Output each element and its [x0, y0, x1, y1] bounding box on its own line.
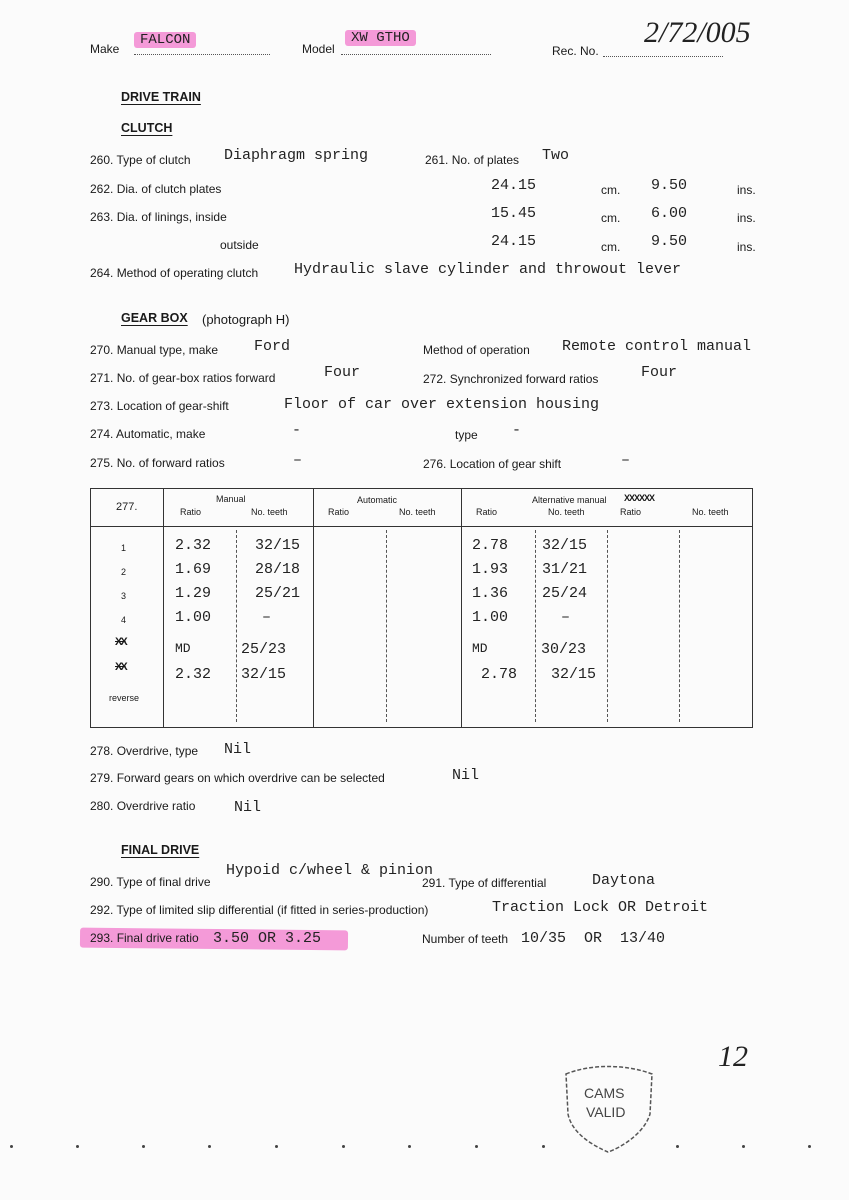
- automatic-teeth-header: No. teeth: [399, 507, 436, 517]
- f271-label: 271. No. of gear-box ratios forward: [90, 371, 276, 385]
- f270-method-label: Method of operation: [423, 343, 530, 357]
- scan-speck: [76, 1145, 79, 1148]
- f260-value: Diaphragm spring: [224, 147, 369, 164]
- f279-label: 279. Forward gears on which overdrive can be selected: [90, 771, 385, 785]
- stamp-line-2: VALID: [586, 1104, 626, 1120]
- row-5-alt-teeth: 30/23: [541, 641, 587, 658]
- row-6-manual-ratio: 2.32: [175, 666, 212, 683]
- f270-method-value: Remote control manual: [562, 338, 752, 355]
- f273-value: Floor of car over extension housing: [284, 396, 600, 413]
- row-3-label: 3: [121, 591, 127, 601]
- f274-label: 274. Automatic, make: [90, 427, 206, 441]
- gear-box-heading: GEAR BOX: [121, 311, 188, 325]
- automatic-ratio-header: Ratio: [328, 507, 350, 517]
- scan-speck: [542, 1145, 545, 1148]
- row-6-alt-ratio: 2.78: [481, 666, 518, 683]
- row-6-struck-label: XX: [115, 661, 126, 673]
- row-1-alt-ratio: 2.78: [472, 537, 509, 554]
- scan-speck: [676, 1145, 679, 1148]
- f263-outside-cm-unit: cm.: [601, 240, 621, 254]
- alt-ratio-header: Ratio: [476, 507, 498, 517]
- rec-label: Rec. No.: [552, 44, 599, 58]
- row-4-alt-ratio: 1.00: [472, 609, 509, 626]
- teeth-label: Number of teeth: [422, 932, 509, 946]
- alt-auto-divider: [607, 530, 608, 722]
- f292-label: 292. Type of limited slip differential (if fitted in series-production): [90, 903, 429, 917]
- f274-value: -: [292, 422, 302, 439]
- f260-label: 260. Type of clutch: [90, 153, 191, 167]
- f291-value: Daytona: [592, 872, 656, 889]
- row-4-label: 4: [121, 615, 127, 625]
- gear-ratio-table-header-rule: [90, 526, 753, 527]
- manual-teeth-header: No. teeth: [251, 507, 288, 517]
- alt-auto-ratio-header: Ratio: [620, 507, 642, 517]
- f263-outside-cm-value: 24.15: [491, 233, 537, 250]
- make-dotted-line: [134, 38, 270, 55]
- manual-header: Manual: [216, 494, 246, 504]
- f273-label: 273. Location of gear-shift: [90, 399, 229, 413]
- f276-value: –: [621, 452, 631, 469]
- scan-speck: [208, 1145, 211, 1148]
- row-5-alt-ratio: MD: [472, 641, 488, 656]
- scan-speck: [475, 1145, 478, 1148]
- scan-speck: [408, 1145, 411, 1148]
- f261-value: Two: [542, 147, 570, 164]
- f290-label: 290. Type of final drive: [90, 875, 211, 889]
- scan-speck: [342, 1145, 345, 1148]
- scan-speck: [742, 1145, 745, 1148]
- f263-inside-cm-unit: cm.: [601, 211, 621, 225]
- final-drive-heading: FINAL DRIVE: [121, 843, 200, 857]
- make-label: Make: [90, 42, 120, 56]
- row-3-alt-ratio: 1.36: [472, 585, 509, 602]
- f262-cm-value: 24.15: [491, 177, 537, 194]
- f261-label: 261. No. of plates: [425, 153, 520, 167]
- f280-label: 280. Overdrive ratio: [90, 799, 196, 813]
- f293-value: 3.50 OR 3.25: [213, 930, 322, 947]
- f263-outside-label: outside: [220, 238, 259, 252]
- f279-value: Nil: [452, 767, 480, 784]
- model-dotted-line: [341, 38, 491, 55]
- table-col-divider-3: [461, 488, 462, 728]
- f292-value: Traction Lock OR Detroit: [492, 899, 709, 916]
- row-1-manual-teeth: 32/15: [255, 537, 301, 554]
- page-number: 12: [718, 1040, 748, 1073]
- model-value: XW GTHO: [345, 30, 416, 46]
- make-value: FALCON: [134, 32, 196, 48]
- f290-value: Hypoid c/wheel & pinion: [226, 862, 434, 879]
- table-col-divider-1: [163, 488, 164, 728]
- scan-speck: [808, 1145, 811, 1148]
- alt-teeth-header: No. teeth: [548, 507, 585, 517]
- f263-outside-in-unit: ins.: [737, 240, 756, 254]
- f262-in-value: 9.50: [651, 177, 688, 194]
- f262-in-unit: ins.: [737, 183, 756, 197]
- f274-type-label: type: [455, 428, 478, 442]
- f263-outside-in-value: 9.50: [651, 233, 688, 250]
- scan-speck: [142, 1145, 145, 1148]
- f263-inside-in-value: 6.00: [651, 205, 688, 222]
- row-3-alt-teeth: 25/24: [542, 585, 588, 602]
- row-2-alt-teeth: 31/21: [542, 561, 588, 578]
- row-2-manual-teeth: 28/18: [255, 561, 301, 578]
- clutch-heading: CLUTCH: [121, 121, 173, 135]
- manual-inner-divider: [236, 530, 237, 722]
- f263-inside-in-unit: ins.: [737, 211, 756, 225]
- model-label: Model: [302, 42, 335, 56]
- f275-label: 275. No. of forward ratios: [90, 456, 225, 470]
- f263-inside-cm-value: 15.45: [491, 205, 537, 222]
- f275-value: –: [293, 452, 303, 469]
- row-2-label: 2: [121, 567, 127, 577]
- gear-box-note: (photograph H): [202, 312, 290, 327]
- row-6-manual-teeth: 32/15: [241, 666, 287, 683]
- rec-value: 2/72/005: [644, 16, 751, 49]
- f291-label: 291. Type of differential: [422, 876, 547, 890]
- row-1-manual-ratio: 2.32: [175, 537, 212, 554]
- stamp-line-1: CAMS: [584, 1085, 625, 1101]
- teeth-value: 10/35 OR 13/40: [521, 930, 666, 947]
- f264-label: 264. Method of operating clutch: [90, 266, 259, 280]
- gear-ratio-table: [90, 488, 753, 728]
- scan-speck: [275, 1145, 278, 1148]
- table-col-divider-2: [313, 488, 314, 728]
- f263-label: 263. Dia. of linings, inside: [90, 210, 227, 224]
- table-number: 277.: [116, 501, 138, 513]
- row-3-manual-ratio: 1.29: [175, 585, 212, 602]
- f278-value: Nil: [224, 741, 252, 758]
- f272-label: 272. Synchronized forward ratios: [423, 372, 599, 386]
- row-6-alt-teeth: 32/15: [551, 666, 597, 683]
- f278-label: 278. Overdrive, type: [90, 744, 199, 758]
- row-2-manual-ratio: 1.69: [175, 561, 212, 578]
- drive-train-heading: DRIVE TRAIN: [121, 90, 201, 104]
- row-5-manual-ratio: MD: [175, 641, 191, 656]
- row-1-alt-teeth: 32/15: [542, 537, 588, 554]
- row-5-manual-teeth: 25/23: [241, 641, 287, 658]
- f276-label: 276. Location of gear shift: [423, 457, 562, 471]
- scan-speck: [10, 1145, 13, 1148]
- f274-type-value: -: [512, 422, 522, 439]
- f270-value: Ford: [254, 338, 291, 355]
- f262-cm-unit: cm.: [601, 183, 621, 197]
- row-3-manual-teeth: 25/21: [255, 585, 301, 602]
- row-4-alt-teeth: –: [561, 609, 571, 626]
- alternative-manual-header: Alternative manual: [532, 495, 607, 505]
- alt-inner-divider: [535, 530, 536, 722]
- alt-auto-inner-divider: [679, 530, 680, 722]
- row-1-label: 1: [121, 543, 127, 553]
- f270-label: 270. Manual type, make: [90, 343, 219, 357]
- reverse-label: reverse: [109, 693, 140, 703]
- alternative-struck-text: XXXXXX: [624, 493, 655, 503]
- row-2-alt-ratio: 1.93: [472, 561, 509, 578]
- f271-value: Four: [324, 364, 361, 381]
- row-4-manual-ratio: 1.00: [175, 609, 212, 626]
- automatic-inner-divider: [386, 530, 387, 722]
- f280-value: Nil: [234, 799, 262, 816]
- automatic-header: Automatic: [357, 495, 398, 505]
- alt-auto-teeth-header: No. teeth: [692, 507, 729, 517]
- f262-label: 262. Dia. of clutch plates: [90, 182, 222, 196]
- f272-value: Four: [641, 364, 678, 381]
- f264-value: Hydraulic slave cylinder and throwout lever: [294, 261, 682, 278]
- f293-label: 293. Final drive ratio: [90, 931, 199, 945]
- manual-ratio-header: Ratio: [180, 507, 202, 517]
- row-4-manual-teeth: –: [262, 609, 272, 626]
- row-5-struck-label: XX: [115, 636, 126, 648]
